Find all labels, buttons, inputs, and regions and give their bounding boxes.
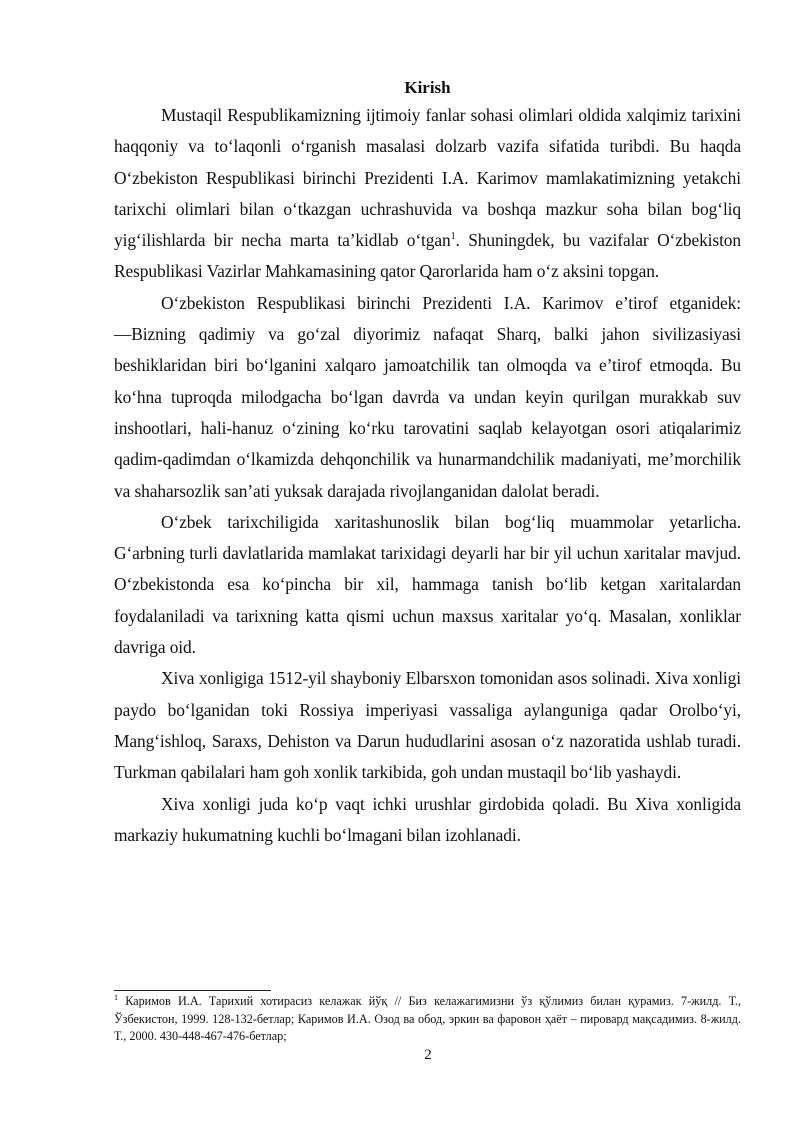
footnote-marker: 1 [114,992,118,1002]
footnote-text: Каримов И.А. Тарихий хотирасиз келажак йўқ // Биз келажагимизни ўз қўлимиз билан қурамиз. 7-жилд. Т., Ўзбекистон, 1999. 128-132-бетлар; Каримов И.А. Озод ва обод, эркин ва фаровон ҳаёт – пировард мақсадимиз. 8-жилд. Т., 2000. 430-448-467-476-бетлар; [114,994,741,1044]
footnote [114,993,741,1046]
paragraph-text-continued: . Shuningdek, bu vazifalar O‘zbekiston Respublikasi Vazirlar Mahkamasining qator Qarorlarida ham o‘z aksini topgan. [114,230,741,282]
footnote-separator [114,990,271,991]
paragraph-text: Mustaqil Respublikamizning ijtimoiy fanlar sohasi olimlari oldida xalqimiz tarixini haqqoniy va to‘laqonli o‘rganish masalasi dolzarb vazifa sifatida turibdi. Bu haqda O‘zbekiston Respublikasi birinchi Prezidenti I.A. Karimov mamlakatimizning yetakchi tarixchi olimlari bilan o‘tkazgan uchrashuvida va boshqa mazkur soha bilan bog‘liq yig‘ilishlarda bir necha marta ta’kidlab o‘tgan [114,105,741,251]
document-body [114,76,741,851]
paragraph-3: O‘zbek tarixchiligida xaritashunoslik bilan bog‘liq muammolar yetarlicha. G‘arbning turli davlatlarida mamlakat tarixidagi deyarli har bir yil uchun xaritalar mavjud. O‘zbekistonda esa ko‘pincha bir xil, hammaga tanish bo‘lib ketgan xaritalardan foydalaniladi va tarixning katta qismi uchun maxsus xaritalar yo‘q. Masalan, xonliklar davriga oid. [114,511,741,658]
footnote-reference[interactable]: 1 [450,231,456,243]
paragraph-4: Xiva xonligiga 1512-yil shayboniy Elbarsxon tomonidan asos solinadi. Xiva xonligi paydo bo‘lganidan toki Rossiya imperiyasi vassaliga aylanguniga qadar Orolbo‘yi, Mang‘ishloq, Saraxs, Dehiston va Darun hududlarini asosan o‘z nazoratida ushlab turadi. Turkman qabilalari ham goh xonlik tarkibida, goh undan mustaqil bo‘lib yashaydi. [114,668,741,783]
paragraph-1 [114,100,741,288]
page-title: Kirish [404,78,451,97]
page-number: 2 [424,1047,432,1063]
paragraph-5: Xiva xonligi juda ko‘p vaqt ichki urushlar girdobida qoladi. Bu Xiva xonligida markaziy hukumatning kuchli bo‘lmagani bilan izohlanadi. [114,793,741,845]
paragraph-2: O‘zbekiston Respublikasi birinchi Prezidenti I.A. Karimov e’tirof etganidek: ―Bizning qadimiy va go‘zal diyorimiz nafaqat Sharq, balki jahon sivilizasiyasi beshiklaridan biri bo‘lganini xalqaro jamoatchilik tan olmoqda va e’tirof etmoqda. Bu ko‘hna tuproqda milodgacha bo‘lgan davrda va undan keyin qurilgan murakkab suv inshootlari, hali-hanuz o‘zining ko‘rku tarovatini saqlab kelayotgan osori atiqalarimiz qadim-qadimdan o‘lkamizda dehqonchilik va hunarmandchilik madaniyati, me’morchilik va shaharsozlik san’ati yuksak darajada rivojlanganidan dalolat beradi. [114,292,741,501]
